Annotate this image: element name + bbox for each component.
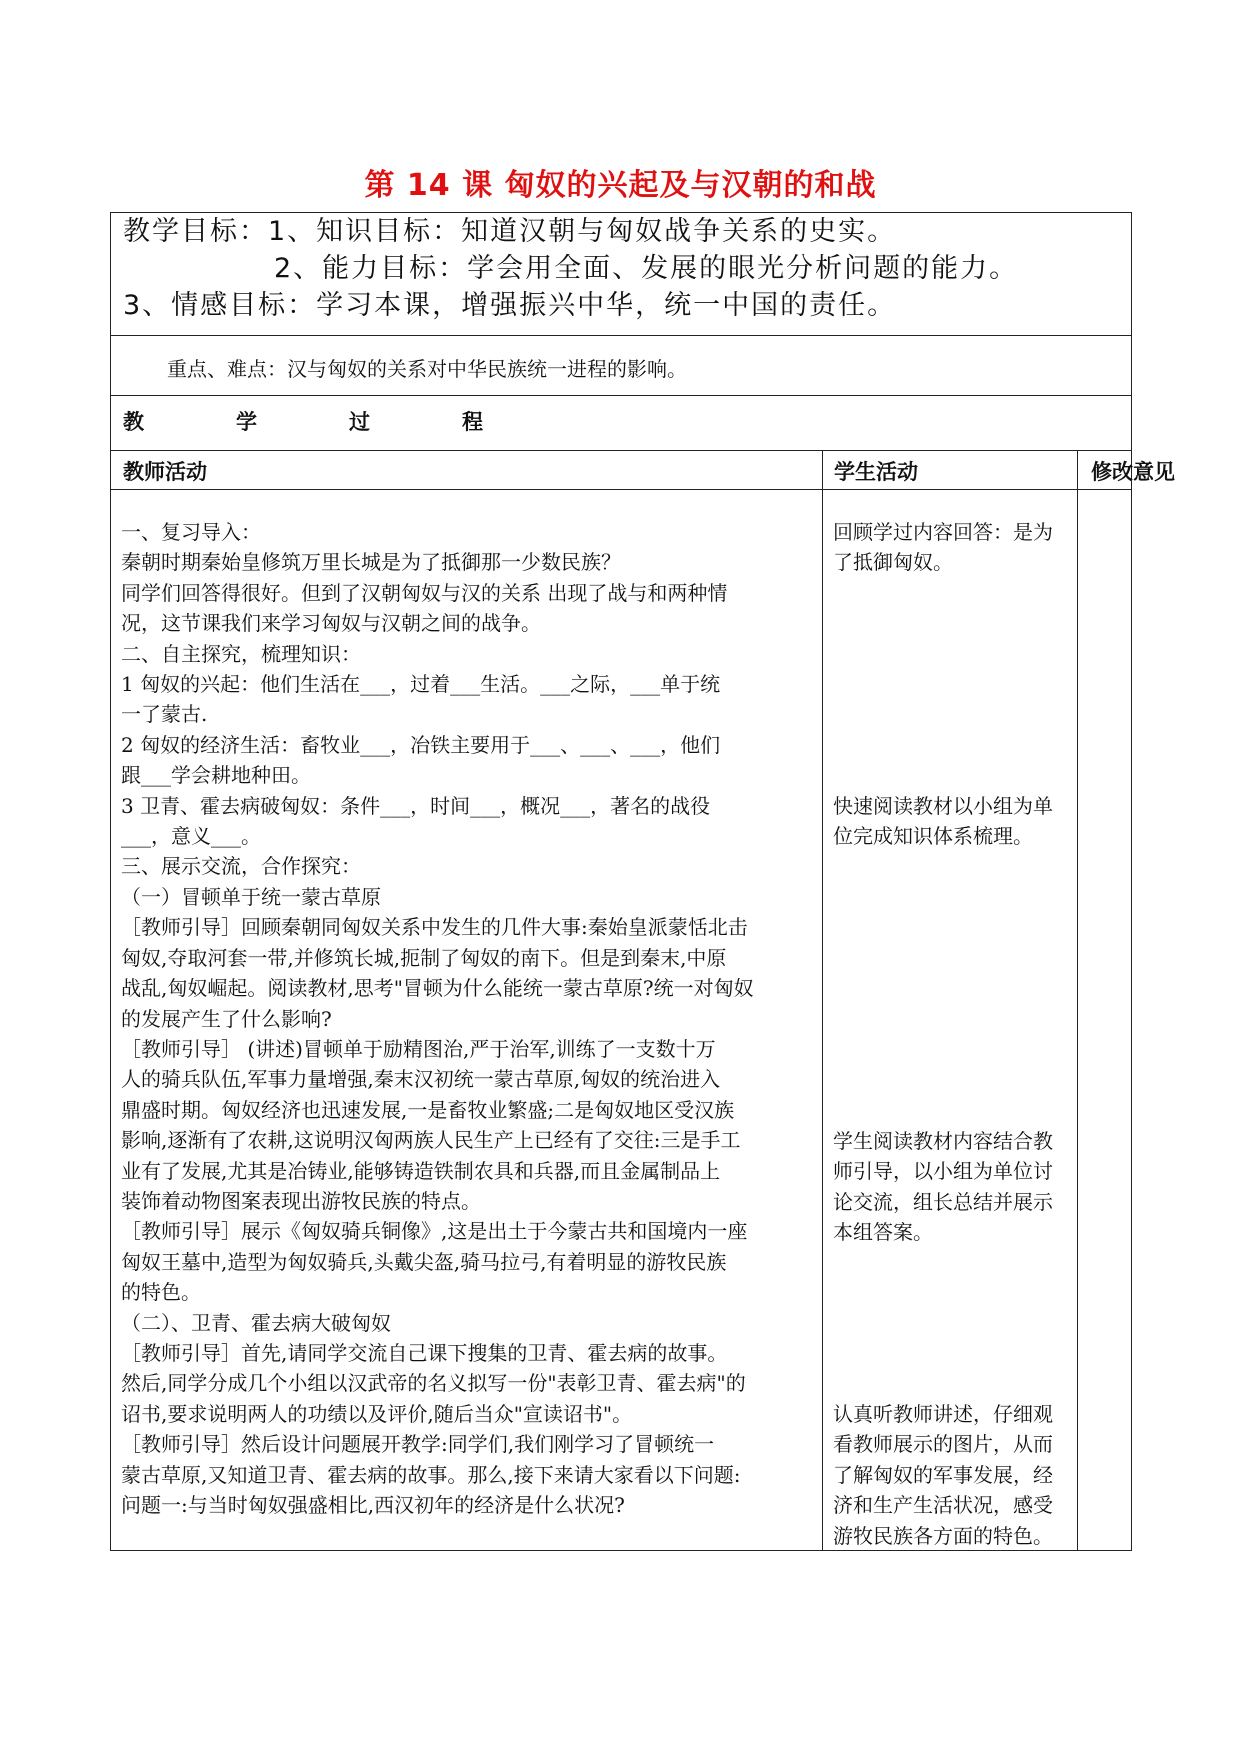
column-header-student: 学生活动 bbox=[834, 460, 918, 484]
student-line: 论交流，组长总结并展示 bbox=[833, 1189, 1053, 1214]
teacher-line: ___，意义___。 bbox=[121, 824, 261, 849]
student-activity-1 bbox=[833, 517, 1078, 578]
teacher-line: 人的骑兵队伍,军事力量增强,秦末汉初统一蒙古草原,匈奴的统治进入 bbox=[121, 1067, 721, 1092]
student-line: 回顾学过内容回答：是为 bbox=[833, 520, 1053, 544]
teacher-line: ［教师引导］展示《匈奴骑兵铜像》,这是出土于今蒙古共和国境内一座 bbox=[121, 1219, 748, 1244]
teacher-line: ［教师引导］然后设计问题展开教学:同学们,我们刚学习了冒顿统一 bbox=[121, 1432, 715, 1457]
teacher-line: 1 匈奴的兴起：他们生活在___，过着___生活。___之际，___单于统 bbox=[121, 672, 721, 697]
student-line: 了解匈奴的军事发展，经 bbox=[833, 1462, 1053, 1487]
student-line: 学生阅读教材内容结合教 bbox=[833, 1129, 1053, 1153]
teacher-line: 匈奴,夺取河套一带,并修筑长城,扼制了匈奴的南下。但是到秦末,中原 bbox=[121, 945, 727, 970]
teacher-line: 影响,逐渐有了农耕,这说明汉匈两族人民生产上已经有了交往:三是手工 bbox=[121, 1128, 741, 1153]
process-char: 程 bbox=[462, 410, 483, 434]
page-title: 第 14 课 匈奴的兴起及与汉朝的和战 bbox=[364, 168, 877, 203]
student-line: 本组答案。 bbox=[833, 1220, 933, 1245]
teacher-line: 装饰着动物图案表现出游牧民族的特点。 bbox=[121, 1188, 481, 1213]
student-line: 了抵御匈奴。 bbox=[833, 550, 953, 575]
objective-line-1: 教学目标：1、知识目标：知道汉朝与匈奴战争关系的史实。 bbox=[123, 216, 897, 247]
student-activity-2 bbox=[833, 791, 1078, 852]
objective-line-2: 2、能力目标：学会用全面、发展的眼光分析问题的能力。 bbox=[274, 253, 1019, 284]
student-line: 师引导，以小组为单位讨 bbox=[833, 1159, 1053, 1184]
teacher-line: （一）冒顿单于统一蒙古草原 bbox=[121, 884, 381, 909]
teacher-line: 匈奴王墓中,造型为匈奴骑兵,头戴尖盔,骑马拉弓,有着明显的游牧民族 bbox=[121, 1249, 727, 1274]
process-char: 过 bbox=[349, 410, 370, 434]
teacher-line: 一了蒙古. bbox=[121, 702, 208, 727]
teacher-line: 蒙古草原,又知道卫青、霍去病的故事。那么,接下来请大家看以下问题: bbox=[121, 1462, 741, 1487]
teacher-line: 的发展产生了什么影响? bbox=[121, 1006, 332, 1031]
teacher-line: 2 匈奴的经济生活：畜牧业___，冶铁主要用于___、___、___，他们 bbox=[121, 732, 721, 757]
teacher-line: （二）、卫青、霍去病大破匈奴 bbox=[121, 1310, 391, 1335]
lesson-plan-table bbox=[110, 212, 1175, 1551]
key-points: 重点、难点：汉与匈奴的关系对中华民族统一进程的影响。 bbox=[167, 357, 687, 381]
process-char: 学 bbox=[236, 410, 257, 434]
teacher-line: 的特色。 bbox=[121, 1280, 201, 1305]
teacher-line: 鼎盛时期。匈奴经济也迅速发展,一是畜牧业繁盛;二是匈奴地区受汉族 bbox=[121, 1097, 735, 1122]
teacher-line: 一、复习导入： bbox=[121, 520, 261, 544]
student-line: 快速阅读教材以小组为单 bbox=[833, 794, 1053, 818]
student-line: 济和生产生活状况，感受 bbox=[833, 1493, 1053, 1518]
teacher-line: 二、自主探究，梳理知识： bbox=[121, 641, 361, 666]
process-char: 教 bbox=[123, 410, 144, 434]
divider bbox=[111, 395, 1131, 396]
teacher-activity bbox=[121, 517, 826, 1520]
column-header-teacher: 教师活动 bbox=[123, 460, 207, 484]
teacher-line: 然后,同学分成几个小组以汉武帝的名义拟写一份"表彰卫青、霍去病"的 bbox=[121, 1371, 746, 1396]
column-header-revision: 修改意见 bbox=[1091, 460, 1175, 484]
teacher-line: 诏书,要求说明两人的功绩以及评价,随后当众"宣读诏书"。 bbox=[121, 1401, 633, 1426]
student-activity-4 bbox=[833, 1399, 1078, 1551]
teacher-line: ［教师引导］回顾秦朝同匈奴关系中发生的几件大事:秦始皇派蒙恬北击 bbox=[121, 915, 748, 940]
teacher-line: ［教师引导］首先,请同学交流自己课下搜集的卫青、霍去病的故事。 bbox=[121, 1340, 728, 1365]
teacher-line: 问题一:与当时匈奴强盛相比,西汉初年的经济是什么状况? bbox=[121, 1493, 625, 1517]
student-line: 游牧民族各方面的特色。 bbox=[833, 1523, 1053, 1548]
teacher-line: 战乱,匈奴崛起。阅读教材,思考"冒顿为什么能统一蒙古草原?统一对匈奴 bbox=[121, 976, 754, 1001]
teacher-line: 跟___学会耕地种田。 bbox=[121, 763, 311, 788]
teacher-line: 况，这节课我们来学习匈奴与汉朝之间的战争。 bbox=[121, 611, 541, 636]
objective-line-3: 3、情感目标：学习本课，增强振兴中华，统一中国的责任。 bbox=[123, 290, 897, 321]
divider bbox=[111, 450, 1131, 451]
column-divider bbox=[1077, 450, 1078, 1550]
teacher-line: 业有了发展,尤其是冶铸业,能够铸造铁制农具和兵器,而且金属制品上 bbox=[121, 1158, 721, 1183]
teacher-line: 三、展示交流，合作探究： bbox=[121, 854, 361, 879]
student-line: 位完成知识体系梳理。 bbox=[833, 824, 1033, 849]
process-heading bbox=[123, 406, 483, 436]
teacher-line: 同学们回答得很好。但到了汉朝匈奴与汉的关系 出现了战与和两种情 bbox=[121, 580, 728, 605]
divider bbox=[111, 335, 1131, 336]
student-activity-3 bbox=[833, 1126, 1078, 1248]
teacher-line: ［教师引导］ (讲述)冒顿单于励精图治,严于治军,训练了一支数十万 bbox=[121, 1036, 716, 1061]
teacher-line: 秦朝时期秦始皇修筑万里长城是为了抵御那一少数民族？ bbox=[121, 550, 621, 575]
teacher-line: 3 卫青、霍去病破匈奴：条件___，时间___，概况___，著名的战役 bbox=[121, 793, 711, 818]
divider bbox=[111, 489, 1131, 490]
student-line: 认真听教师讲述，仔细观 bbox=[833, 1402, 1053, 1426]
student-line: 看教师展示的图片，从而 bbox=[833, 1432, 1053, 1457]
